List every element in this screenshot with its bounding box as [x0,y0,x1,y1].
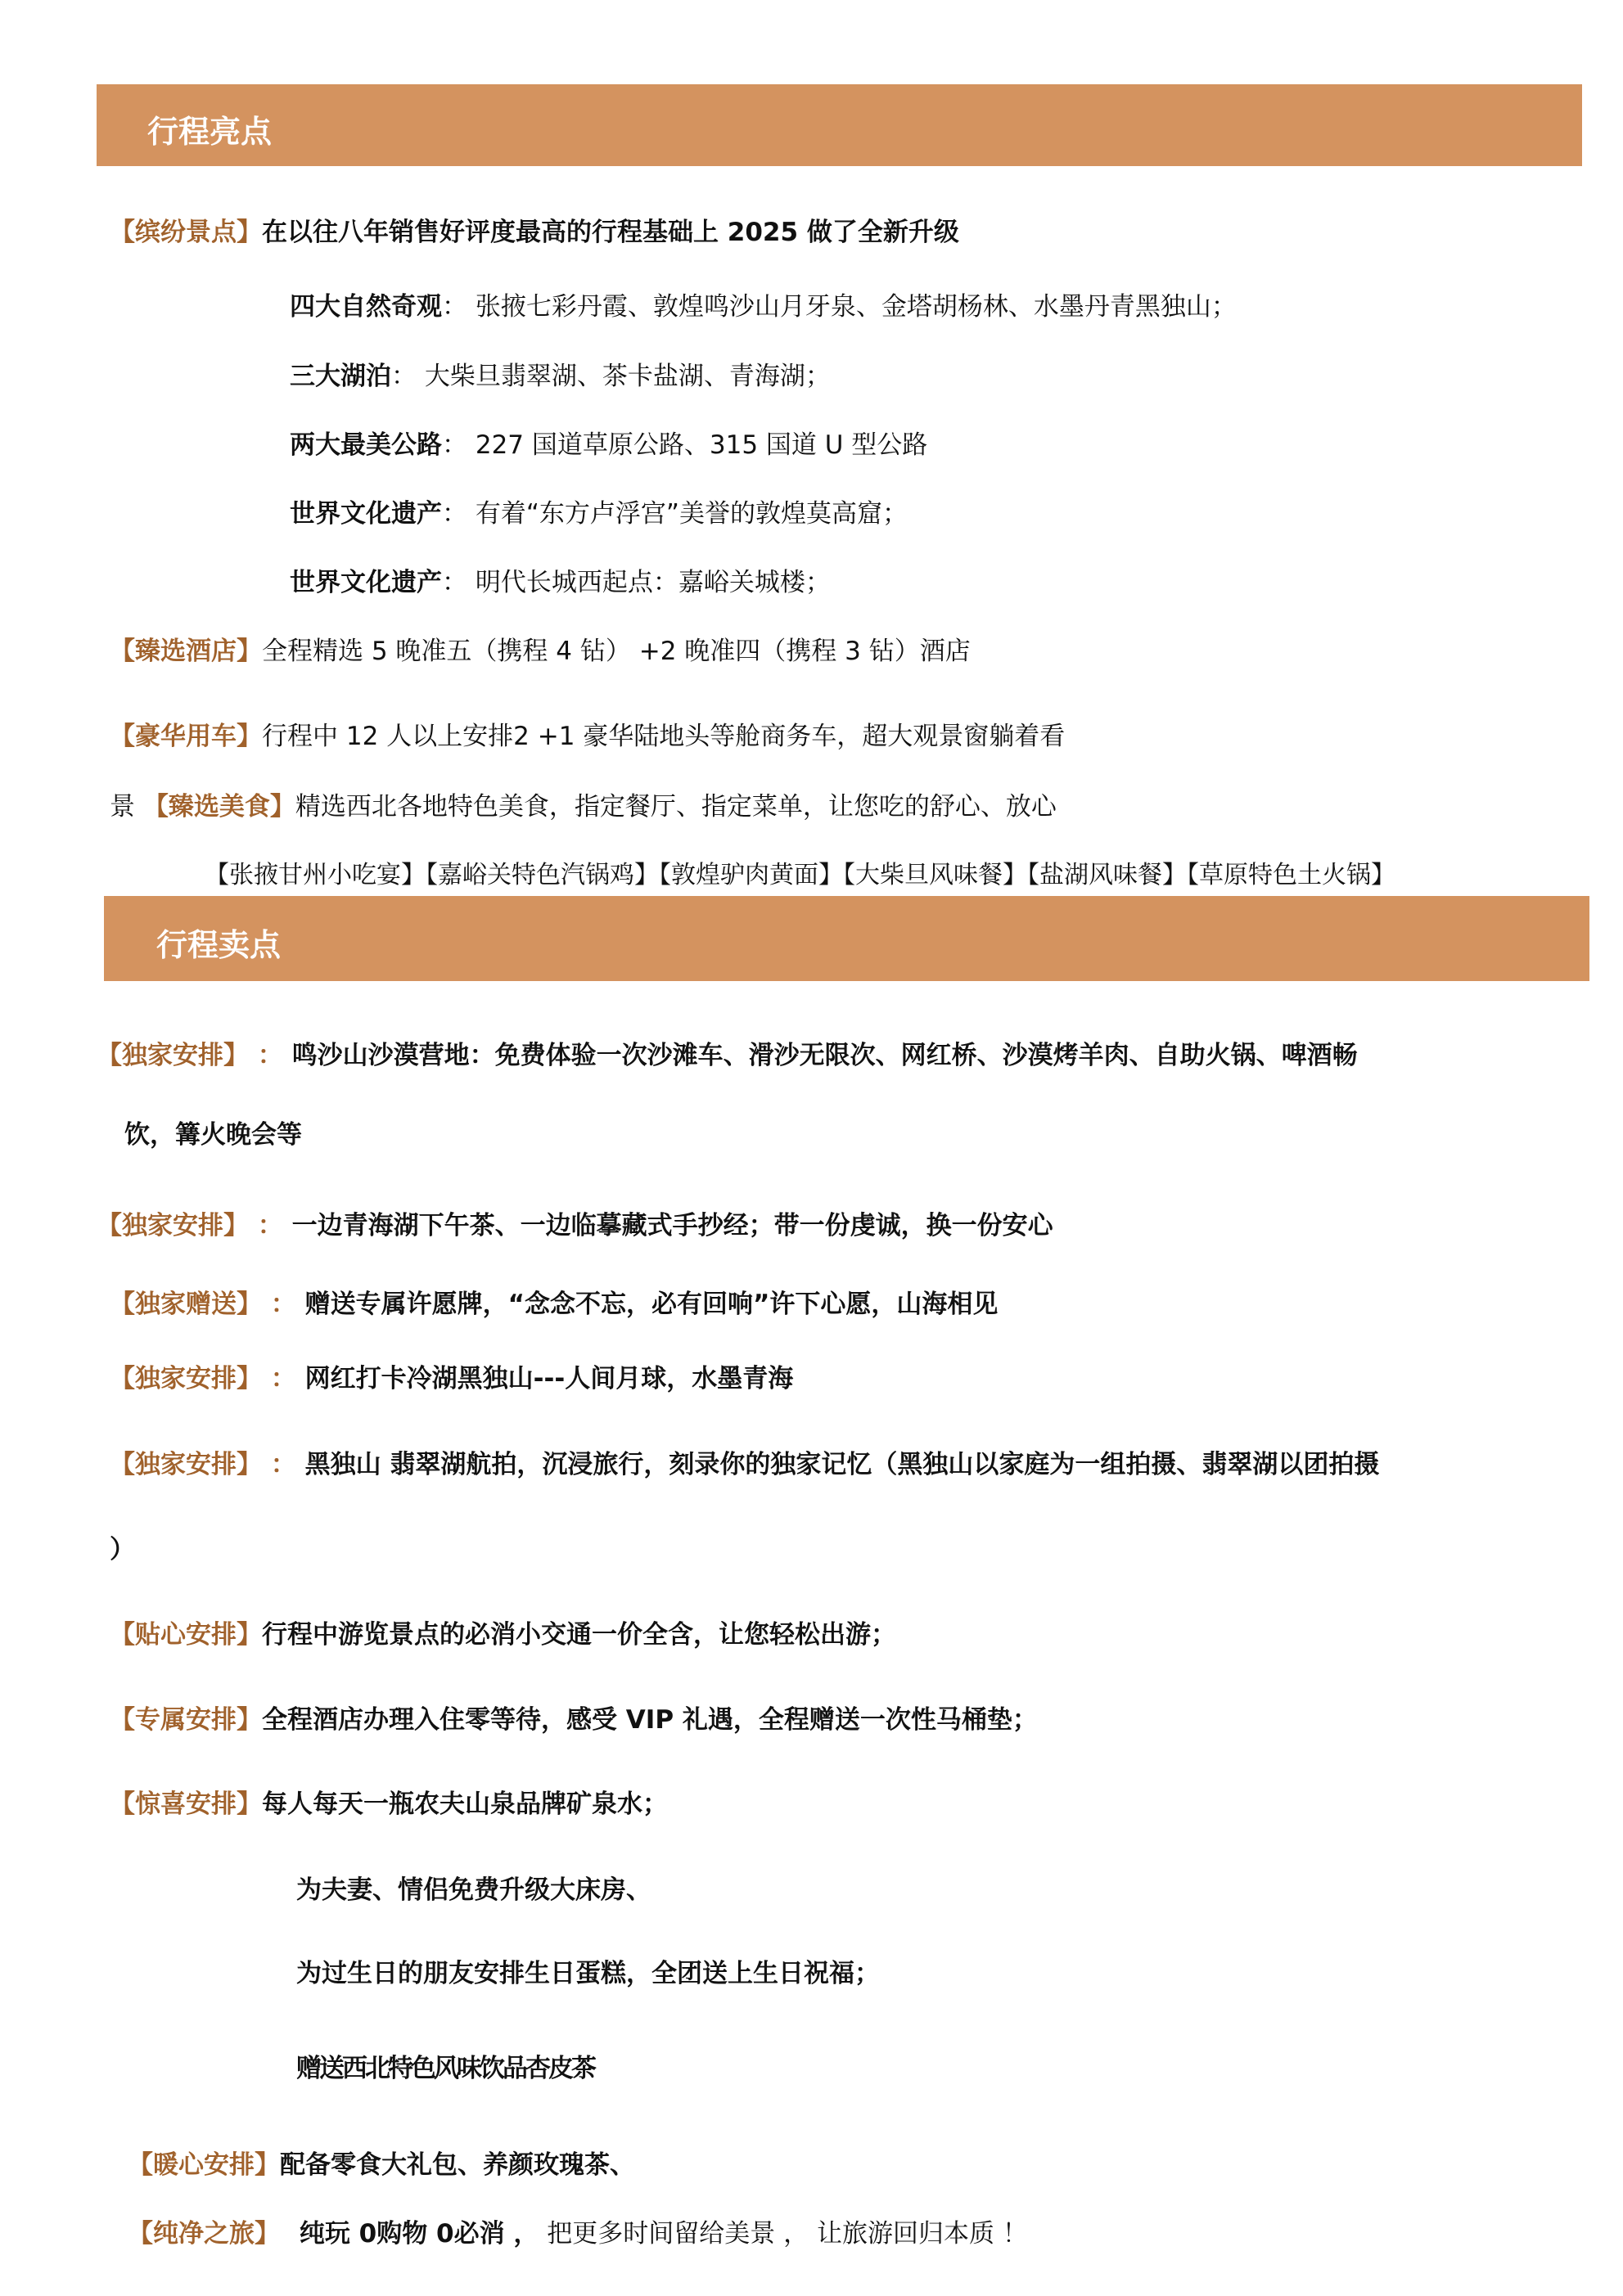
highlight-text: 张掖七彩丹霞、敦煌鸣沙山月牙泉、金塔胡杨林、水墨丹青黑独山； [475,292,1237,322]
selling-item: 【独家赠送】 ： 赠送专属许愿牌，“念念不忘，必有回响”许下心愿，山海相见 [110,1290,999,1319]
food-prefix: 景 [110,792,135,822]
selling-item: 【独家安排】 ： 黑独山 翡翠湖航拍，沉浸旅行，刻录你的独家记忆（黑独山以家庭为一组拍摄、翡翠湖以团拍摄 [110,1450,1380,1479]
highlight-item: 世界文化遗产： 明代长城西起点：嘉峪关城楼； [290,568,831,597]
selling-item: 为过生日的朋友安排生日蛋糕，全团送上生日祝福； [296,1959,880,1988]
highlight-item: 世界文化遗产： 有着“东方卢浮宫”美誉的敦煌莫高窟； [290,499,908,529]
selling-item: 【独家安排】 ： 网红打卡冷湖黑独山---人间月球，水墨青海 [110,1364,794,1393]
highlight-text: 有着“东方卢浮宫”美誉的敦煌莫高窟； [475,499,908,529]
selling-item: 饮，篝火晚会等 [124,1120,302,1150]
selling-banner [104,896,1589,981]
vehicle-line [110,720,1065,753]
selling-item: 【惊喜安排】每人每天一瓶农夫山泉品牌矿泉水； [110,1790,668,1819]
selling-item: 【纯净之旅】 纯玩 0购物 0必消 ， 把更多时间留给美景 ， 让旅游回归本质 ！ [128,2219,1028,2249]
vehicle-tag: 【豪华用车】 [110,722,262,751]
hotel-text: 全程精选 5 晚准五（携程 4 钻） +2 晚准四（携程 3 钻）酒店 [262,637,971,666]
highlight-text: 227 国道草原公路、315 国道 U 型公路 [475,430,928,460]
highlight-item: 四大自然奇观： 张掖七彩丹霞、敦煌鸣沙山月牙泉、金塔胡杨林、水墨丹青黑独山； [290,292,1237,322]
highlight-item: 两大最美公路： 227 国道草原公路、315 国道 U 型公路 [290,430,928,460]
hotel-line [110,635,971,668]
intro-text: 在以往八年销售好评度最高的行程基础上 2025 做了全新升级 [262,218,959,247]
selling-item: 【独家安排】 ： 一边青海湖下午茶、一边临摹藏式手抄经；带一份虔诚，换一份安心 [97,1211,1053,1240]
hotel-tag: 【臻选酒店】 [110,637,262,666]
selling-item: 【专属安排】全程酒店办理入住零等待，感受 VIP 礼遇，全程赠送一次性马桶垫； [110,1705,1038,1735]
intro-tag: 【缤纷景点】 [110,218,262,247]
food-text: 精选西北各地特色美食，指定餐厅、指定菜单，让您吃的舒心、放心 [295,792,1057,822]
food-line [110,790,1057,823]
vehicle-text: 行程中 12 人以上安排2 +1 豪华陆地头等舱商务车，超大观景窗躺着看 [262,722,1066,751]
highlight-label: 四大自然奇观 [290,292,442,322]
highlight-item: 三大湖泊： 大柴旦翡翠湖、茶卡盐湖、青海湖； [290,362,831,391]
selling-item: ） [110,1535,135,1564]
selling-item: 为夫妻、情侣免费升级大床房、 [296,1875,651,1905]
selling-item: 【贴心安排】行程中游览景点的必消小交通一价全含，让您轻松出游； [110,1620,896,1650]
highlight-text: 明代长城西起点：嘉峪关城楼； [475,568,831,597]
selling-item: 赠送西北特色风味饮品杏皮茶 [296,2054,594,2083]
selling-title: 行程卖点 [156,927,282,963]
highlight-label: 两大最美公路 [290,430,442,460]
highlight-label: 世界文化遗产 [290,499,442,529]
highlights-banner [97,84,1582,166]
highlights-title: 行程亮点 [147,114,273,150]
food-tag: 【臻选美食】 [142,792,295,822]
selling-item: 【暖心安排】配备零食大礼包、养颜玫瑰茶、 [128,2150,635,2180]
highlight-text: 大柴旦翡翠湖、茶卡盐湖、青海湖； [424,362,831,391]
intro-line [110,216,959,249]
highlight-label: 世界文化遗产 [290,568,442,597]
food-list: 【张掖甘州小吃宴】【嘉峪关特色汽锅鸡】【敦煌驴肉黄面】【大柴旦风味餐】【盐湖风味餐】【草原特色土火锅】 [205,861,1395,889]
highlight-label: 三大湖泊 [290,362,391,391]
selling-item: 【独家安排】 ： 鸣沙山沙漠营地：免费体验一次沙滩车、滑沙无限次、网红桥、沙漠烤羊肉、自助火锅、啤酒畅 [97,1041,1358,1070]
